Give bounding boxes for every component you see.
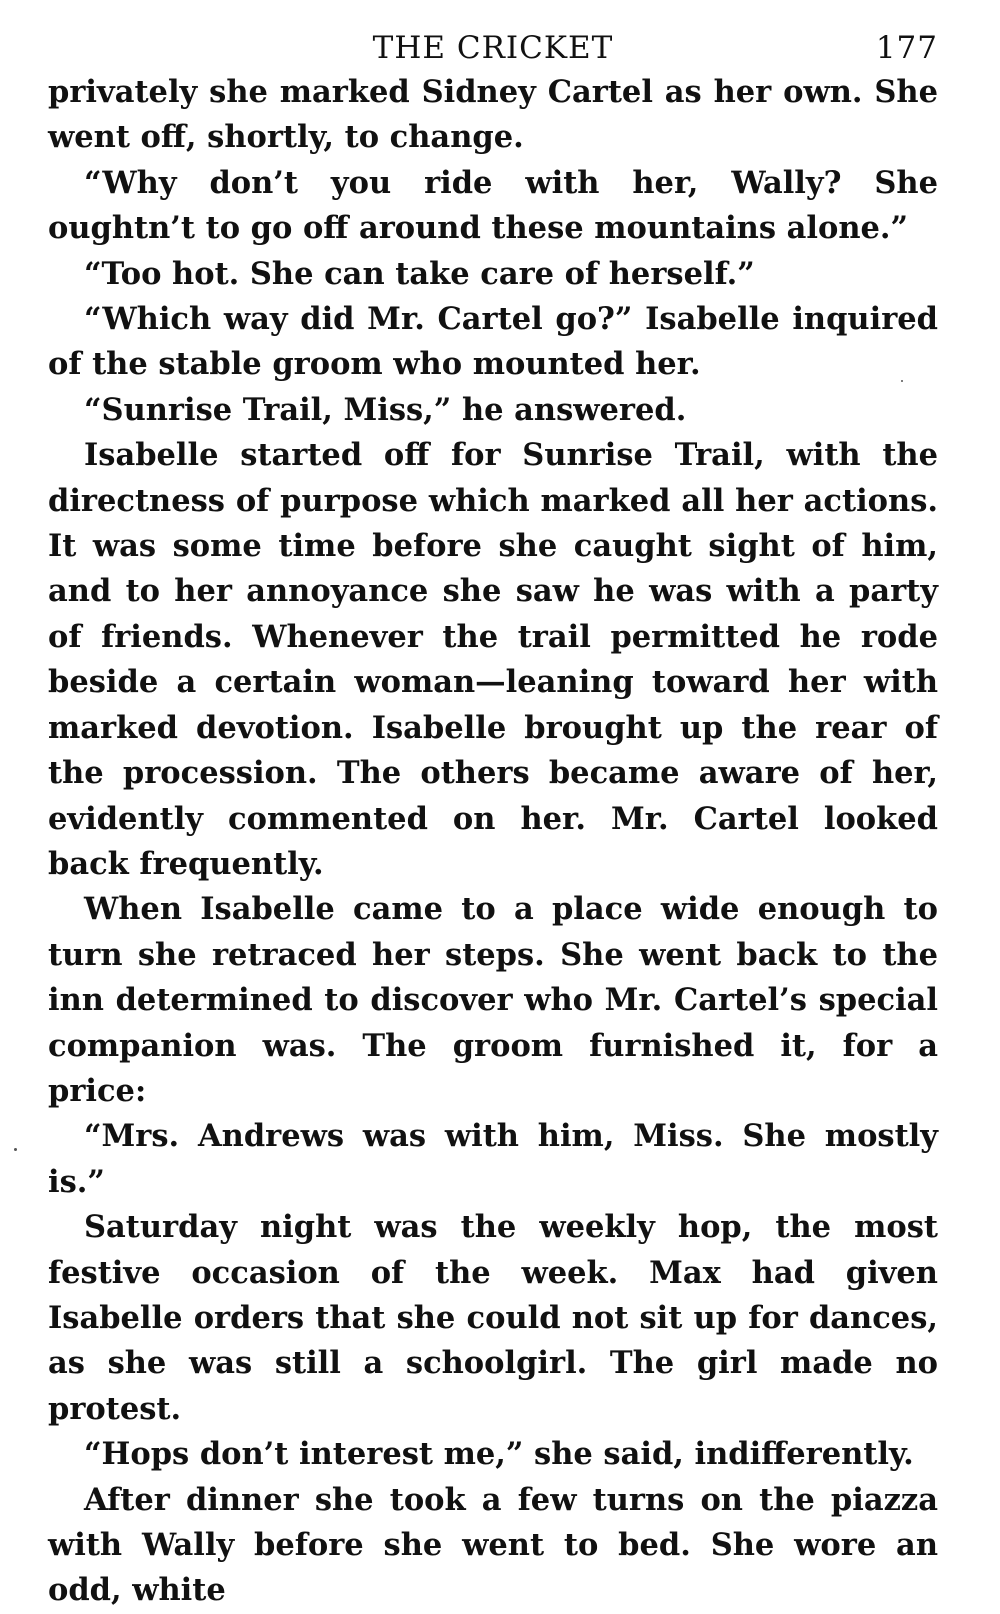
paragraph: privately she marked Sidney Cartel as her own. She went off, shortly, to change. [48, 74, 938, 156]
running-title: THE CRICKET [372, 30, 614, 66]
paragraph: “Why don’t you ride with her, Wally? She oughtn’t to go off around these mountains alone.” [48, 164, 938, 247]
paragraph: Isabelle started off for Sunrise Trail, with the directness of purpose which marked all her actions. It was some time before she caught sight of him, and to her annoyance she saw he was with a party of friends. Whenever the trail permitted he rode beside a certain woman—leaning toward her with marked devotion. Isabelle brought up the rear of the procession. The others became aware of her, evidently commented on her. Mr. Cartel looked back frequently. [48, 437, 938, 882]
paragraph: After dinner she took a few turns on the piazza with Wally before she went to bed. She wore an odd, white [48, 1481, 938, 1609]
scan-speck [901, 380, 903, 382]
page-number: 177 [875, 30, 938, 66]
body-text [48, 70, 938, 1614]
paragraph: Saturday night was the weekly hop, the most festive occasion of the week. Max had given Isabelle orders that she could not sit up for dances, as she was still a schoolgirl. The girl made no protest. [48, 1209, 938, 1427]
page-header [48, 26, 938, 70]
paragraph: When Isabelle came to a place wide enough to turn she retraced her steps. She went back to the inn determined to discover who Mr. Cartel’s special companion was. The groom furnished it, for a price: [48, 891, 938, 1109]
scan-speck [14, 1148, 17, 1151]
paragraph: “Which way did Mr. Cartel go?” Isabelle inquired of the stable groom who mounted her. [48, 301, 938, 383]
paragraph: “Mrs. Andrews was with him, Miss. She mostly is.” [48, 1118, 938, 1200]
book-page [48, 26, 938, 1614]
paragraph: “Hops don’t interest me,” she said, indifferently. [84, 1436, 914, 1473]
paragraph: “Sunrise Trail, Miss,” he answered. [84, 391, 687, 428]
paragraph: “Too hot. She can take care of herself.” [84, 255, 755, 292]
